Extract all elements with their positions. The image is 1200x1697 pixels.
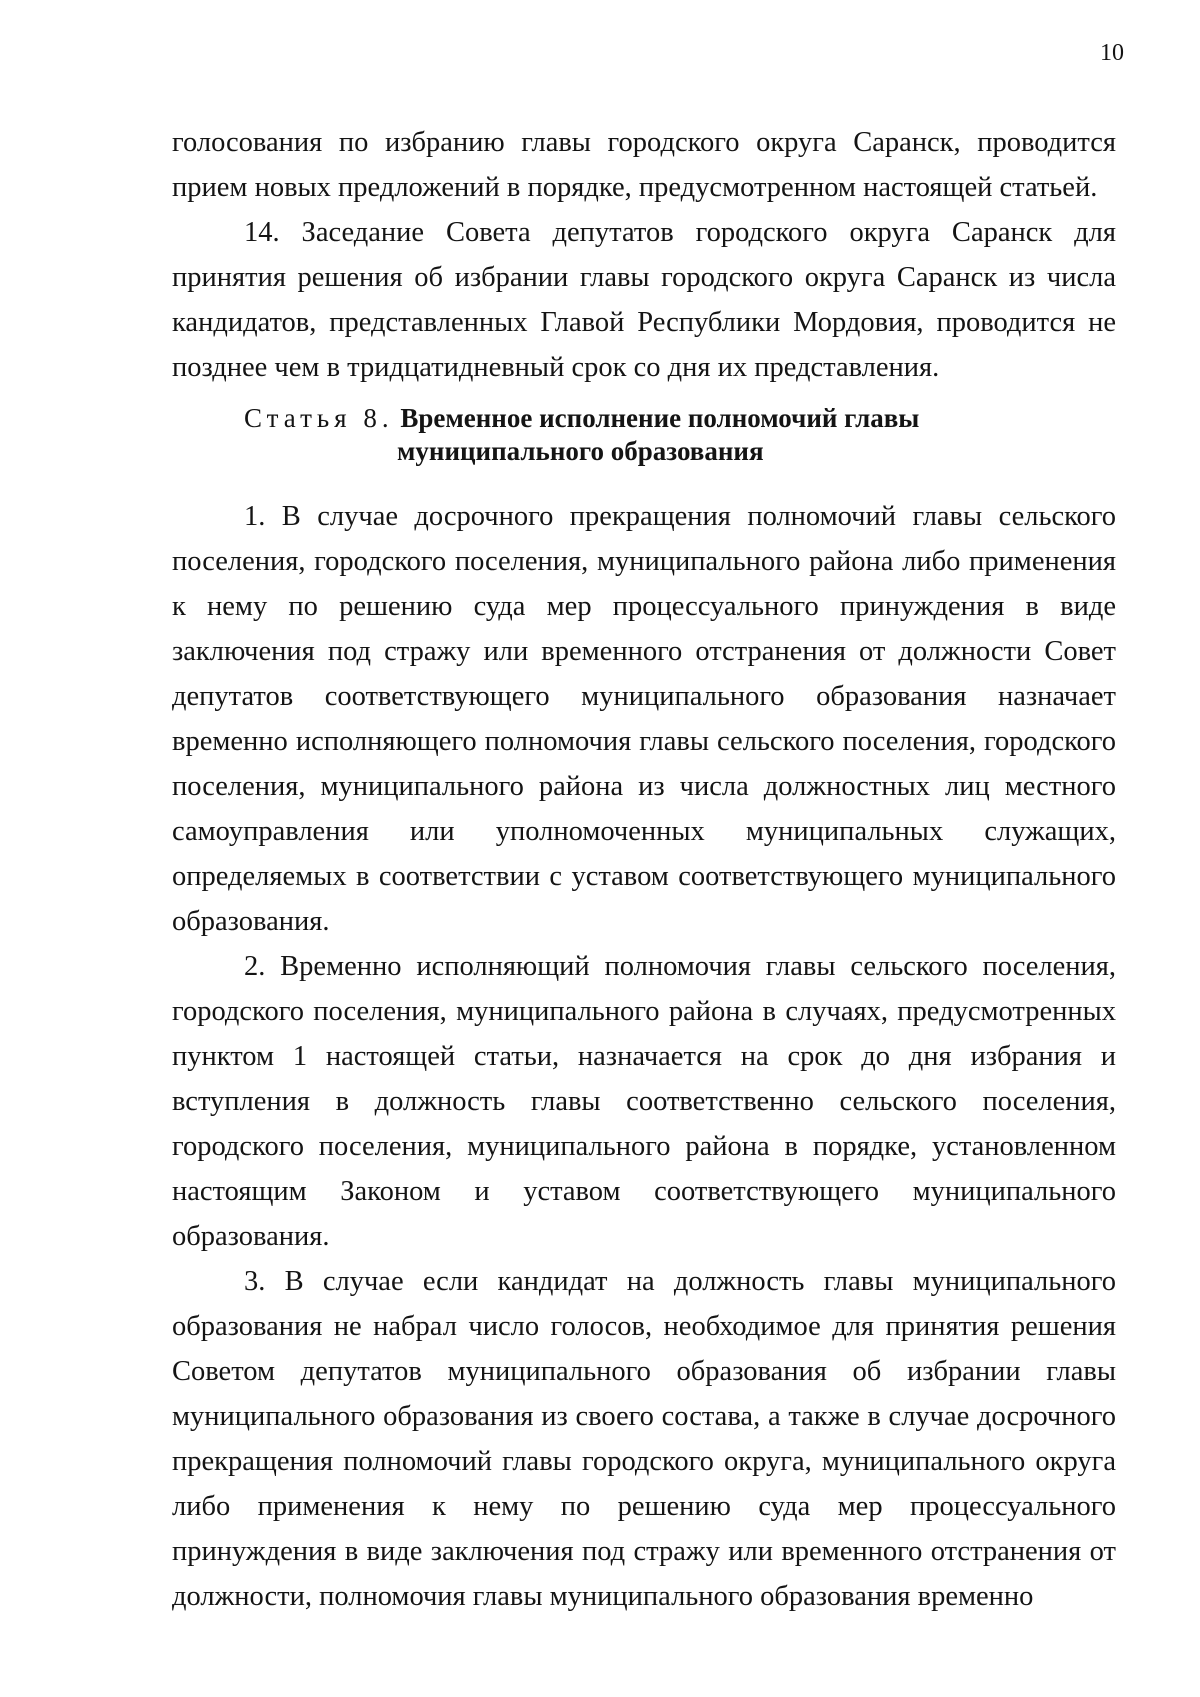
- paragraph-continuation: голосования по избранию главы городского округа Саранск, проводится прием новых предложений в порядке, предусмотренном настоящей статьей.: [172, 127, 1116, 203]
- article-heading: [172, 402, 1116, 468]
- article-title-line1: Временное исполнение полномочий главы: [400, 403, 920, 433]
- article-heading-line1: [172, 402, 1116, 435]
- paragraph-item-14: 14. Заседание Совета депутатов городского округа Саранск для принятия решения об избрании главы городского округа Саранск из числа кандидатов, представленных Главой Республики Мордовия, проводится не позднее чем в тридцатидневный срок со дня их представления.: [172, 217, 1116, 383]
- paragraph-item-1: 1. В случае досрочного прекращения полномочий главы сельского поселения, городского поселения, муниципального района либо применения к нему по решению суда мер процессуального принуждения в виде заключения под стражу или временного отстранения от должности Совет депутатов соответствующего муниципального образования назначает временно исполняющего полномочия главы сельского поселения, городского поселения, муниципального района из числа должностных лиц местного самоуправления или уполномоченных муниципальных служащих, определяемых в соответствии с уставом соответствующего муниципального образования.: [172, 501, 1116, 937]
- paragraph-item-2: 2. Временно исполняющий полномочия главы сельского поселения, городского поселения, муниципального района в случаях, предусмотренных пунктом 1 настоящей статьи, назначается на срок до дня избрания и вступления в должность главы соответственно сельского поселения, городского поселения, муниципального района в порядке, установленном настоящим Законом и уставом соответствующего муниципального образования.: [172, 951, 1116, 1252]
- article-label: Статья 8.: [244, 403, 394, 433]
- page-number: 10: [1100, 40, 1124, 66]
- document-body: [172, 120, 1116, 1619]
- paragraph-item-3: 3. В случае если кандидат на должность главы муниципального образования не набрал число голосов, необходимое для принятия решения Советом депутатов муниципального образования об избрании главы муниципального образования из своего состава, а также в случае досрочного прекращения полномочий главы городского округа, муниципального округа либо применения к нему по решению суда мер процессуального принуждения в виде заключения под стражу или временного отстранения от должности, полномочия главы муниципального образования временно: [172, 1266, 1116, 1612]
- article-title-line2: муниципального образования: [397, 436, 764, 466]
